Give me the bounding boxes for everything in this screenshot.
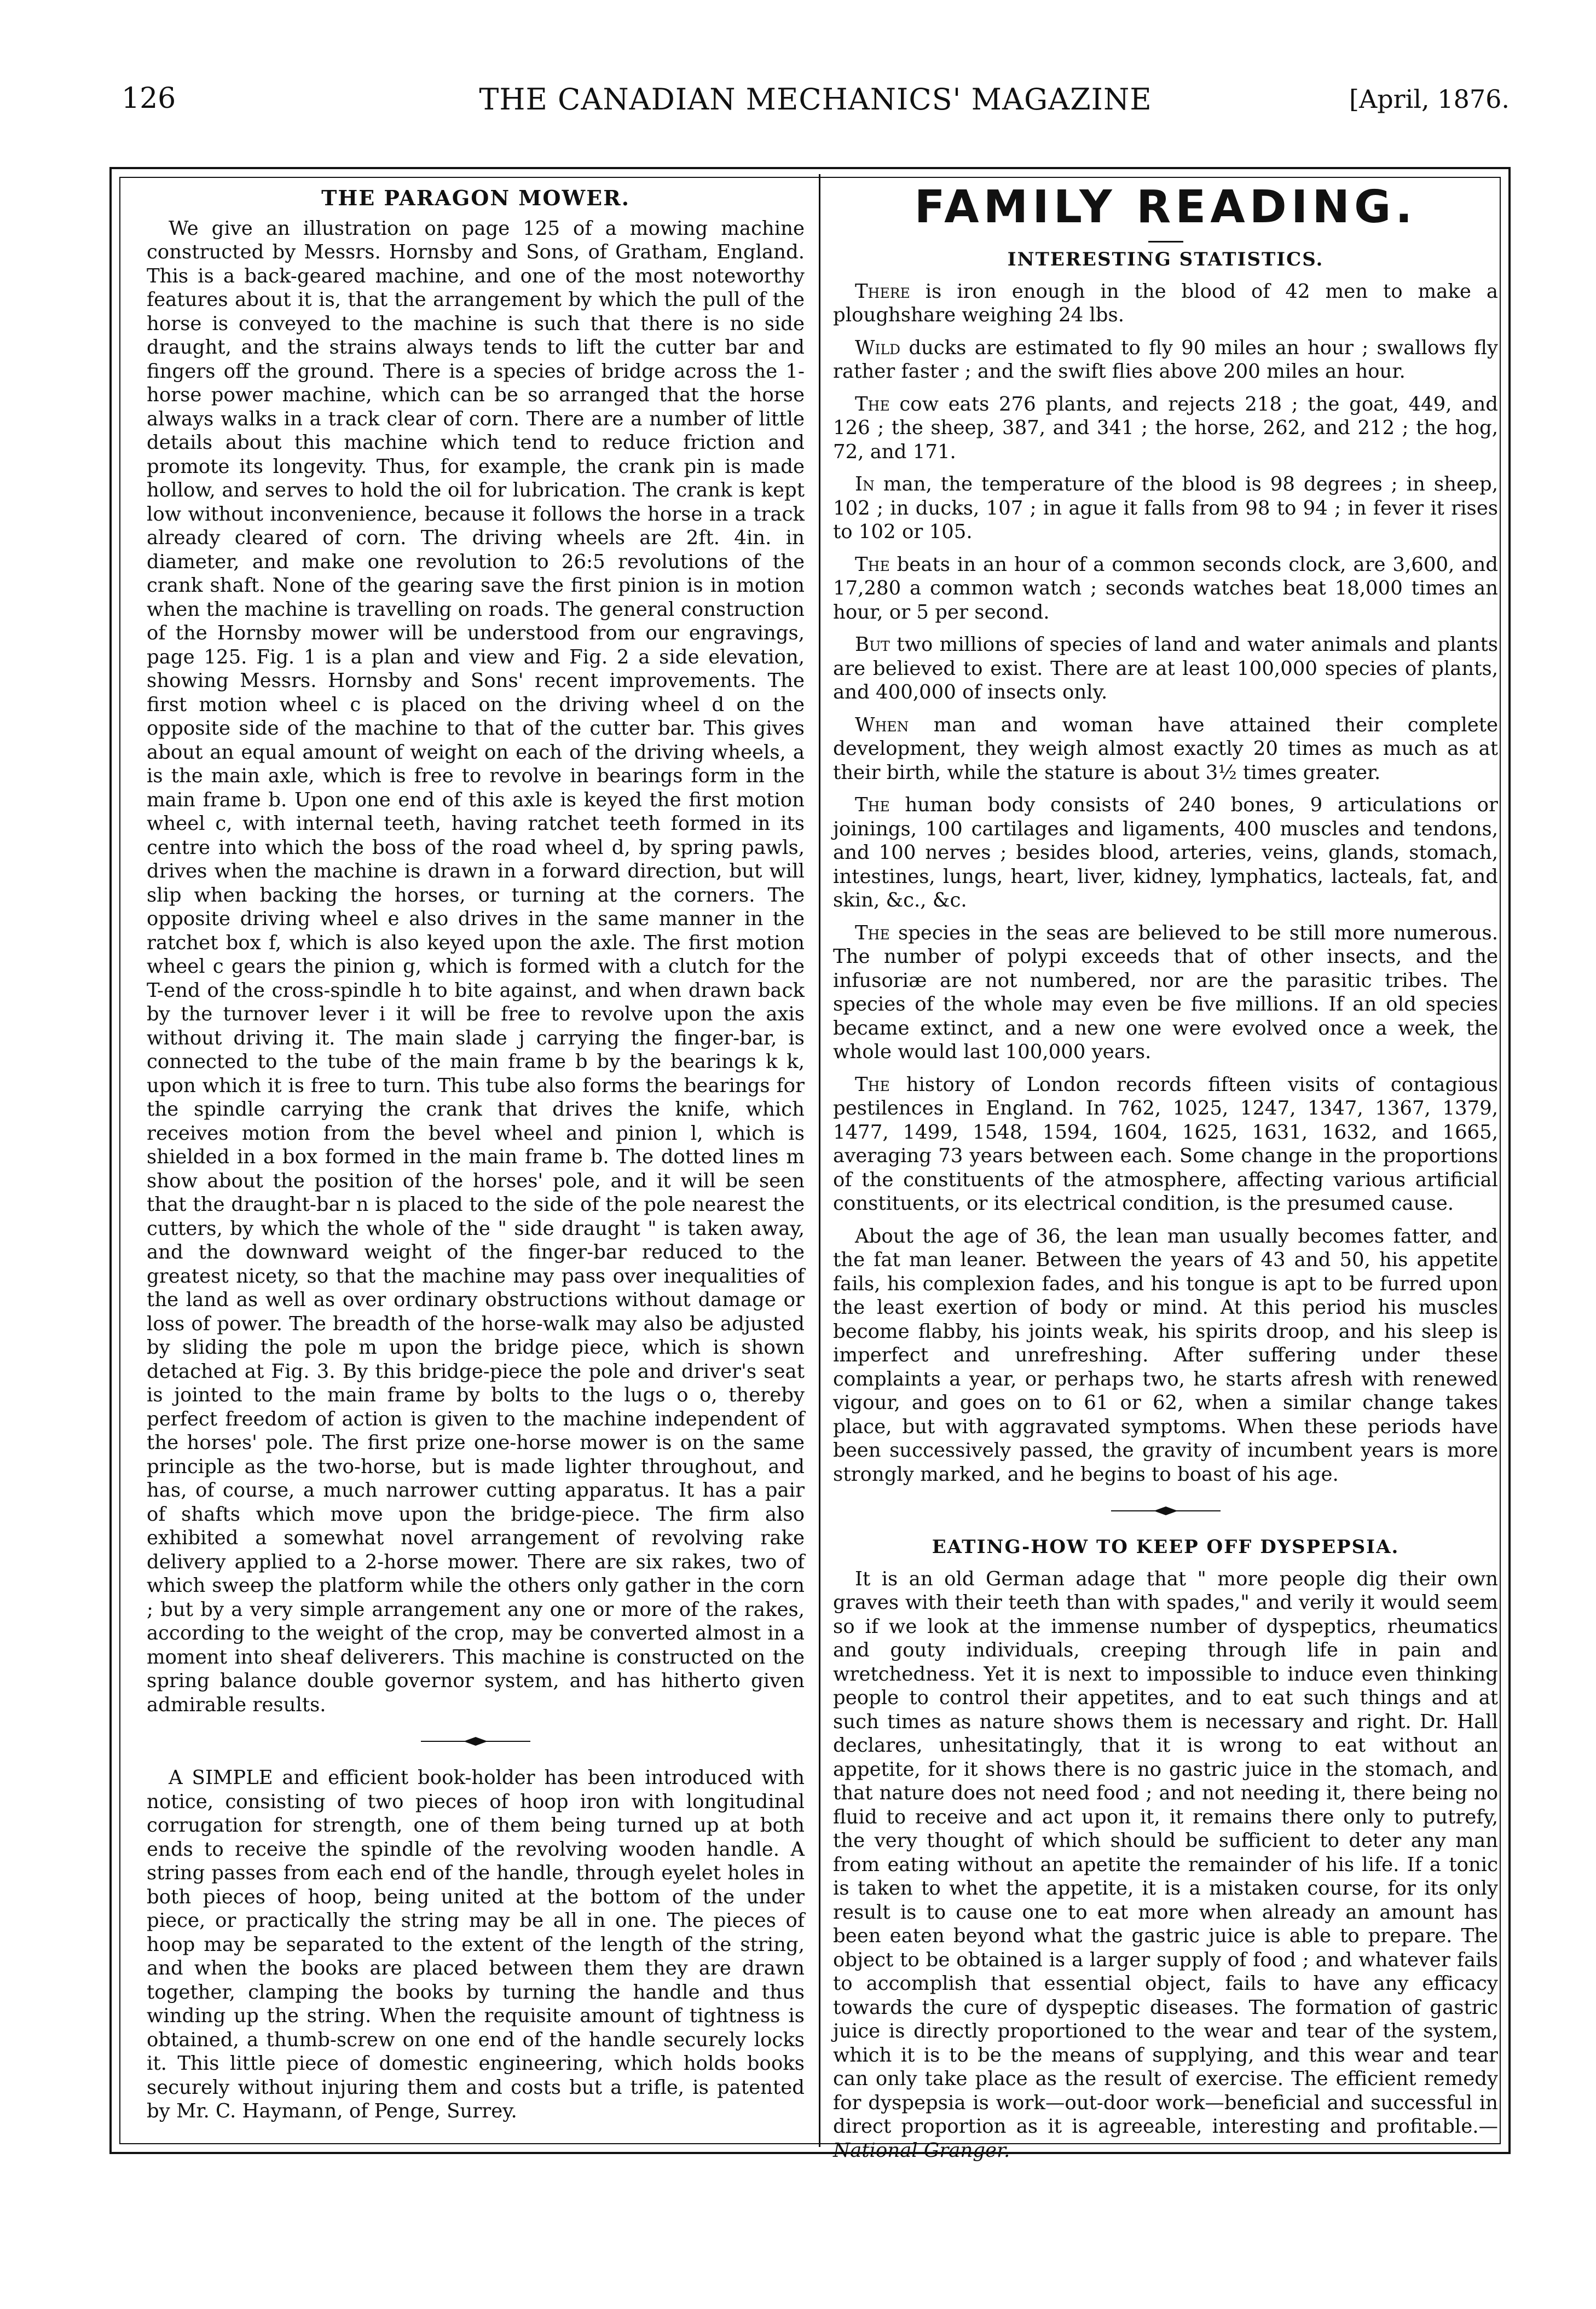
statistic-lead: The [855, 794, 890, 816]
masthead: THE CANADIAN MECHANICS' MAGAZINE [479, 82, 1152, 117]
statistic-paragraph [833, 472, 1498, 544]
column-divider [819, 174, 820, 2147]
book-holder-lead: A SIMPLE [169, 1767, 273, 1789]
statistic-lead: In [855, 473, 875, 495]
dyspepsia-body: It is an old German adage that " more people dig their own graves with their teeth than with spades," and verily it would seem so if we look at the immense number of dyspeptics, rheumatics and gouty individuals, creeping through life in pain and wretchedness. Yet it is next to impossible to induce even thinking people to control their appetites, and to eat such things and at such times as nature shows them is necessary and right. Dr. Hall declares, unhesitatingly, that it is wrong to eat without an appetite, for it shows there is no gastric juice in the stomach, and that nature does not need food ; and not needing it, there being no fluid to receive and act upon it, it remains there only to putrefy, the very thought of which should be sufficient to deter any man from eating without an apetite the remainder of his life. If a tonic is taken to whet the appetite, it is a mistaken course, for its only result is to cause one to eat more when already an amount has been eaten beyond what the gastric juice is able to prepare. The object to be obtained is a larger supply of food ; and whatever fails to accomplish that essential object, fails to have any efficacy towards the cure of dyspeptic diseases. The formation of gastric juice is directly proportioned to the wear and tear of the system, which it is to be the means of supplying, and this wear and tear can only take place as the result of exercise. The efficient remedy for dyspepsia is work—out-door work—beneficial and successful in direct proportion as it is agreeable, interesting and profitable.— [833, 1567, 1498, 2138]
statistic-paragraph [833, 336, 1498, 384]
statistic-paragraph [833, 713, 1498, 785]
dyspepsia-text [833, 1567, 1498, 2163]
statistic-lead: The [855, 392, 890, 415]
book-holder-text [147, 1766, 805, 2123]
issue-date: [April, 1876. [1349, 84, 1510, 114]
article-title-dyspepsia: EATING-HOW TO KEEP OFF DYSPEPSIA. [932, 1536, 1400, 1558]
subheading-interesting-statistics: INTERESTING STATISTICS. [1007, 249, 1324, 270]
statistic-text: man and woman have attained their complete development, they weigh almost exactly 20 times as much as at their birth, while the stature is about 3½ times greater. [833, 713, 1498, 784]
book-holder-body: and efficient book-holder has been introduced with notice, consisting of two pieces of hoop iron with longitudinal corrugation for strength, one of them being turned up at both ends to receive the spindle of the revolving wooden handle. A string passes from each end of the handle, through eyelet holes in both pieces of hoop, being united at the bottom of the under piece, or practically the string may be all in one. The pieces of hoop may be separated to the extent of the length of the string, and when the books are placed between them they are drawn together, clamping the books by turning the handle and thus winding up the string. When the requisite amount of tightness is obtained, a thumb-screw on one end of the handle securely locks it. This little piece of domestic engineering, which holds books securely without injuring them and costs but a trifle, is patented by Mr. C. Haymann, of Penge, Surrey. [147, 1767, 805, 2122]
statistic-text: ducks are estimated to fly 90 miles an hour ; swallows fly rather faster ; and the swift flies above 200 miles an hour. [833, 336, 1498, 383]
left-column [147, 186, 805, 2123]
statistic-paragraph [833, 793, 1498, 913]
statistic-lead: There [855, 280, 910, 303]
paragon-mower-text: We give an illustration on page 125 of a mowing machine constructed by Messrs. Hornsby and Sons, of Gratham, England. This is a back-geared machine, and one of the most noteworthy features about it is, that the arrangement by which the pull of the horse is conveyed to the machine is such that there is no side draught, and the strains always tends to lift the cutter bar and fingers off the ground. There is a species of bridge across the 1-horse power machine, which can be so arranged that the horse always walks in a track clear of corn. There are a number of little details about this machine which tend to reduce friction and promote its longevity. Thus, for example, the crank pin is made hollow, and serves to hold the oil for lubrication. The crank is kept low without inconvenience, because it follows the horse in a track already cleared of corn. The driving wheels are 2ft. 4in. in diameter, and make one revolution to 26:5 revolutions of the crank shaft. None of the gearing save the first pinion is in motion when the machine is travelling on roads. The general construction of the Hornsby mower will be understood from our engravings, page 125. Fig. 1 is a plan and view and Fig. 2 a side elevation, showing Messrs. Hornsby and Sons' recent improvements. The first motion wheel c is placed on the driving wheel d on the opposite side of the machine to that of the cutter bar. This gives about an equal amount of weight on each of the driving wheels, a is the main axle, which is free to revolve in bearings form in the main frame b. Upon one end of this axle is keyed the first motion wheel c, with internal teeth, having ratchet teeth formed in its centre into which the boss of the road wheel d, by spring pawls, drives when the machine is drawn in a forward direction, but will slip when backing the horses, or turning at the corners. The opposite driving wheel e also drives in the same manner in the ratchet box f, which is also keyed upon the axle. The first motion wheel c gears the pinion g, which is formed with a clutch for the T-end of the cross-spindle h to bite against, and when drawn back by the turnover lever i it will be free to revolve upon the axis without driving it. The main slade j carrying the finger-bar, is connected to the tube of the main frame b by the bearings k k, upon which it is free to turn. This tube also forms the bearings for the spindle carrying the crank that drives the knife, which receives motion from the bevel wheel and pinion l, which is shielded in a box formed in the main frame b. The dotted lines m show about the position of the horses' pole, and it will be seen that the draught-bar n is placed to the side of the pole nearest the cutters, by which the whole of the " side draught " is taken away, and the downward weight of the finger-bar reduced to the greatest nicety, so that the machine may pass over inequalities of the land as well as over ordinary obstructions without damage or loss of power. The breadth of the horse-walk may also be adjusted by sliding the pole m upon the bridge piece, which is shown detached at Fig. 3. By this bridge-piece the pole and driver's seat is jointed to the main frame by bolts to the lugs o o, thereby perfect freedom of action is given to the machine independent of the horses' pole. The first prize one-horse mower is on the same principle as the two-horse, but is made lighter throughout, and has, of course, a much narrower cutting apparatus. It has a pair of shafts which move upon the bridge-piece. The firm also exhibited a somewhat novel arrangement of revolving rake delivery applied to a 2-horse mower. There are six rakes, two of which sweep the platform while the others only gather in the corn ; but by a very simple arrangement any one or more of the rakes, according to the weight of the crop, may be converted almost in a moment into sheaf deliverers. This machine is constructed on the spring balance double governor system, and has hitherto given admirable results. [147, 217, 805, 1716]
statistic-lead: The [855, 553, 890, 576]
statistic-paragraph [833, 392, 1498, 464]
statistic-lead: Wild [855, 336, 901, 359]
statistic-text: man, the temperature of the blood is 98 degrees ; in sheep, 102 ; in ducks, 107 ; in ague it falls from 98 to 94 ; in fever it rises to 102 or 105. [833, 473, 1498, 543]
statistic-paragraph [833, 280, 1498, 327]
statistic-paragraph [833, 1073, 1498, 1216]
right-column [833, 181, 1498, 2162]
statistic-paragraph [833, 1225, 1498, 1487]
statistic-text: history of London records fifteen visits of contagious pestilences in England. In 762, 1025, 1247, 1347, 1367, 1379, 1477, 1499, 1548, 1594, 1604, 1625, 1631, 1632, and 1665, averaging 73 years between each. Some change in the proportions of the constituents of the atmosphere, affecting various artificial constituents, or its electrical condition, is the presumed cause. [833, 1073, 1498, 1215]
article-title-paragon-mower: THE PARAGON MOWER. [321, 186, 630, 210]
short-rule [1148, 241, 1183, 243]
statistic-paragraph [833, 921, 1498, 1064]
statistic-text: is iron enough in the blood of 42 men to make a ploughshare weighing 24 lbs. [833, 280, 1498, 326]
statistic-lead: When [855, 713, 909, 736]
page-number: 126 [122, 82, 176, 115]
statistic-text: cow eats 276 plants, and rejects 218 ; the goat, 449, and 126 ; the sheep, 387, and 341 ; the horse, 262, and 212 ; the hog, 72, and 171. [833, 392, 1498, 463]
page-header [122, 82, 1510, 126]
ornament-divider [147, 1727, 805, 1756]
statistic-lead: But [855, 633, 890, 656]
statistic-text: About the age of 36, the lean man usually becomes fatter, and the fat man leaner. Between the years of 43 and 50, his appetite fails, his complexion fades, and his tongue is apt to be furred upon the least exertion of body or mind. At this period his muscles become flabby, his joints weak, his spirits droop, and his sleep is imperfect and unrefreshing. After suffering under these complaints a year, or perhaps two, he starts afresh with renewed vigour, and goes on to 61 or 62, when a similar change takes place, but with aggravated symptoms. When these periods have been successively passed, the gravity of incumbent years is more strongly marked, and he begins to boast of his age. [833, 1225, 1498, 1486]
statistic-lead: The [855, 921, 890, 944]
statistic-paragraph [833, 633, 1498, 705]
statistic-text: species in the seas are believed to be still more numerous. The number of polypi exceeds that of other insects, and the infusoriæ are not numbered, nor are the parasitic tribes. The species of the whole may even be five millions. If an old species became extinct, and a new one were evolved once a week, the whole would last 100,000 years. [833, 921, 1498, 1063]
dyspepsia-source: National Granger. [833, 2139, 1010, 2162]
ornament-divider [833, 1496, 1498, 1526]
section-heading-family-reading: FAMILY READING. [914, 181, 1417, 233]
statistic-text: two millions of species of land and water animals and plants are believed to exist. There are at least 100,000 species of plants, and 400,000 of insects only. [833, 633, 1498, 703]
statistic-lead: The [855, 1073, 890, 1096]
statistic-text: human body consists of 240 bones, 9 articulations or joinings, 100 cartilages and ligaments, 400 muscles and tendons, and 100 nerves ; besides blood, arteries, veins, glands, stomach, intestines, lungs, heart, liver, kidney, lymphatics, lacteals, fat, and skin, &c., &c. [833, 794, 1498, 911]
statistic-paragraph [833, 553, 1498, 625]
statistic-text: beats in an hour of a common seconds clock, are 3,600, and 17,280 a common watch ; seconds watches beat 18,000 times an hour, or 5 per second. [833, 553, 1498, 624]
